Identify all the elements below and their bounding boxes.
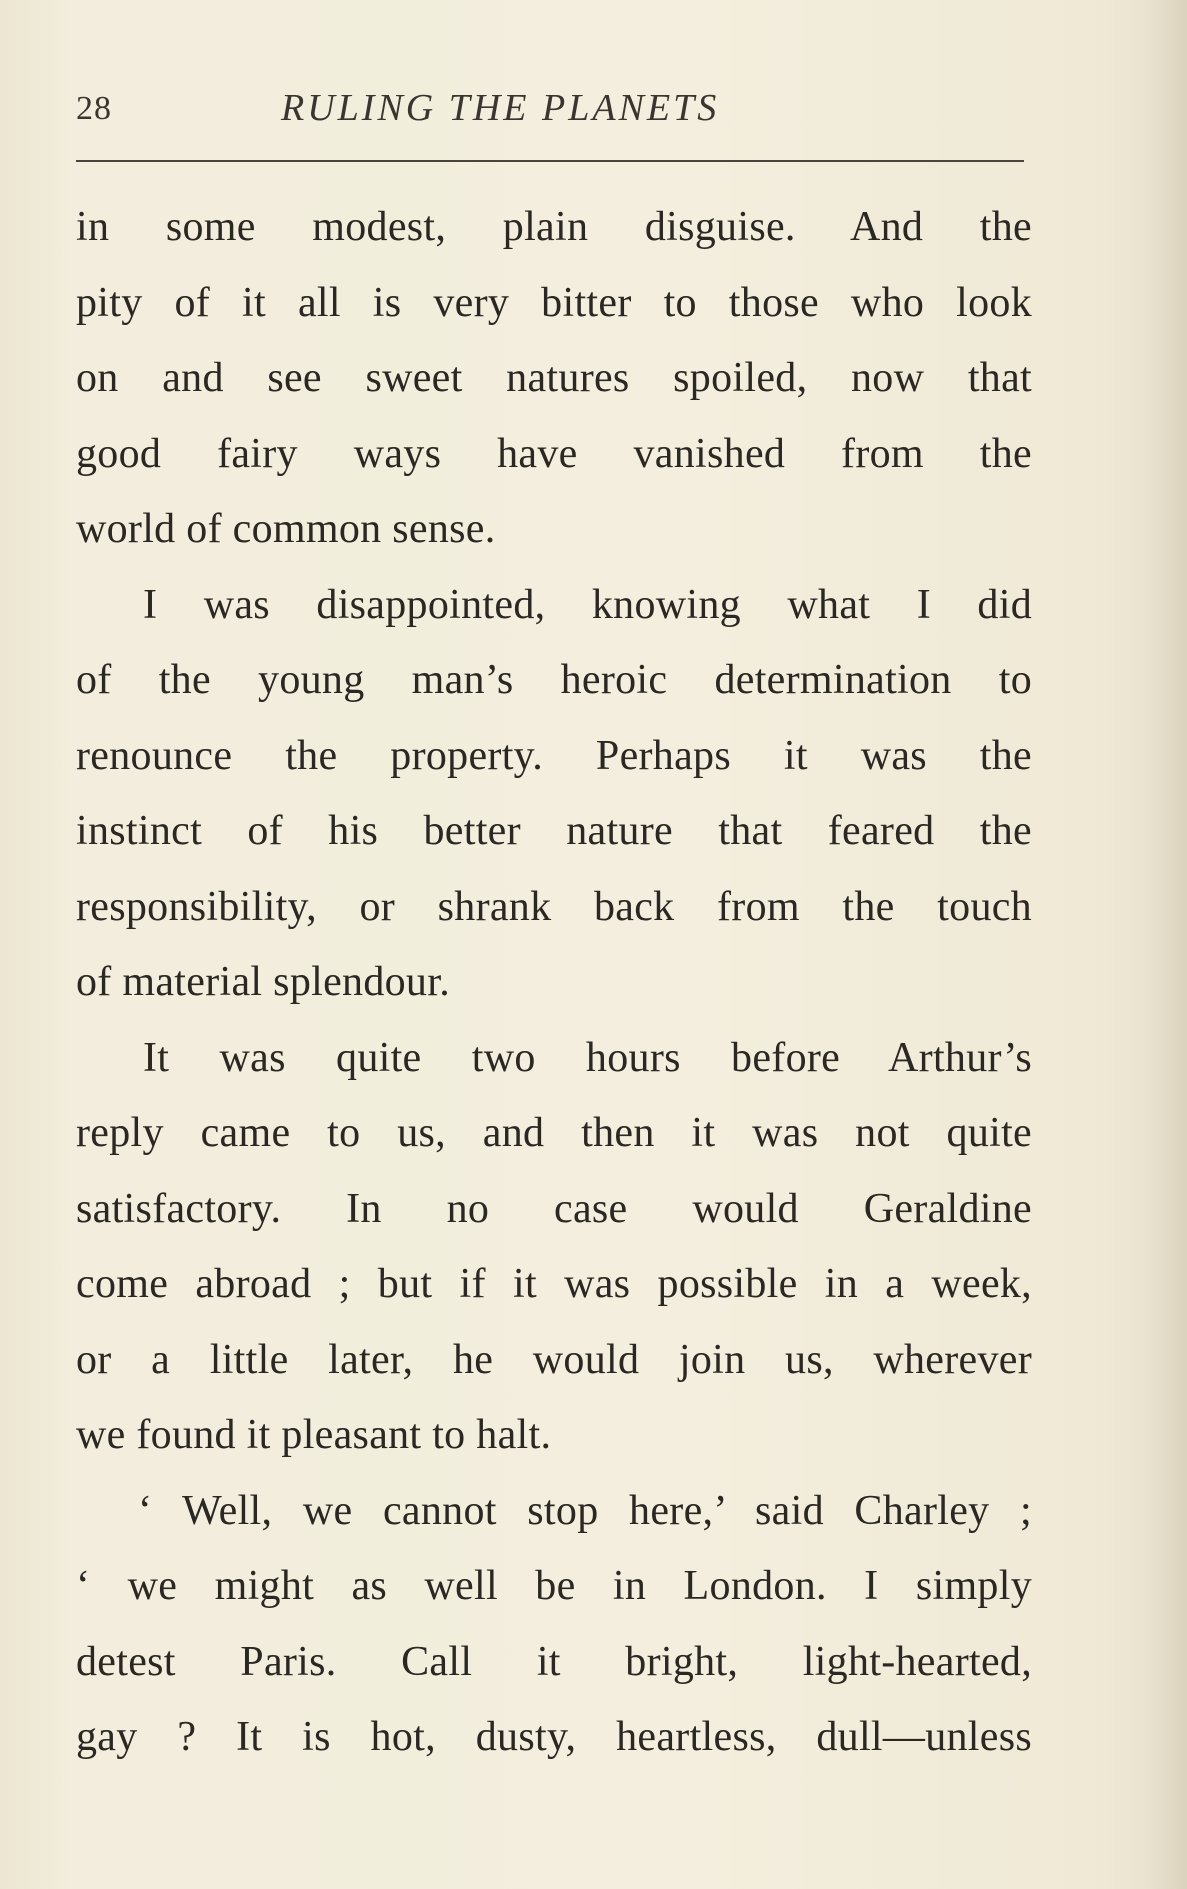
body-text: [76, 190, 1032, 1776]
paragraph-start-line: ‘ Well, we cannot stop here,’ said Charley ;: [138, 1487, 1032, 1534]
page-header: [76, 84, 1024, 134]
running-title: RULING THE PLANETS: [281, 87, 720, 129]
text-line: reply came to us, and then it was not quite: [76, 1110, 1032, 1156]
header-rule: [76, 160, 1024, 162]
page-number: 28: [76, 90, 112, 127]
text-line: come abroad ; but if it was possible in a week,: [76, 1261, 1032, 1307]
text-line: of the young man’s heroic determination to: [76, 657, 1032, 703]
paragraph-start-line: It was quite two hours before Arthur’s: [143, 1034, 1032, 1081]
text-line: satisfactory. In no case would Geraldine: [76, 1185, 1032, 1232]
text-line: renounce the property. Perhaps it was the: [76, 732, 1032, 779]
text-line: of material splendour.: [76, 959, 450, 1005]
text-line: pity of it all is very bitter to those who look: [76, 279, 1032, 326]
text-line: gay ? It is hot, dusty, heartless, dull—unless: [76, 1714, 1032, 1760]
text-line: ‘ we might as well be in London. I simply: [76, 1563, 1032, 1609]
paragraph-start-line: I was disappointed, knowing what I did: [143, 581, 1032, 628]
text-line: we found it pleasant to halt.: [76, 1412, 552, 1458]
text-line: responsibility, or shrank back from the touch: [76, 883, 1032, 930]
text-line: on and see sweet natures spoiled, now that: [76, 355, 1032, 401]
text-line: world of common sense.: [76, 506, 496, 552]
text-line: or a little later, he would join us, wherever: [76, 1336, 1032, 1383]
page-edge-shadow: [1147, 0, 1187, 1889]
text-line: instinct of his better nature that feared the: [76, 808, 1032, 854]
text-line: detest Paris. Call it bright, light-hearted,: [76, 1638, 1032, 1685]
text-line: good fairy ways have vanished from the: [76, 430, 1032, 477]
text-line: in some modest, plain disguise. And the: [76, 204, 1032, 250]
